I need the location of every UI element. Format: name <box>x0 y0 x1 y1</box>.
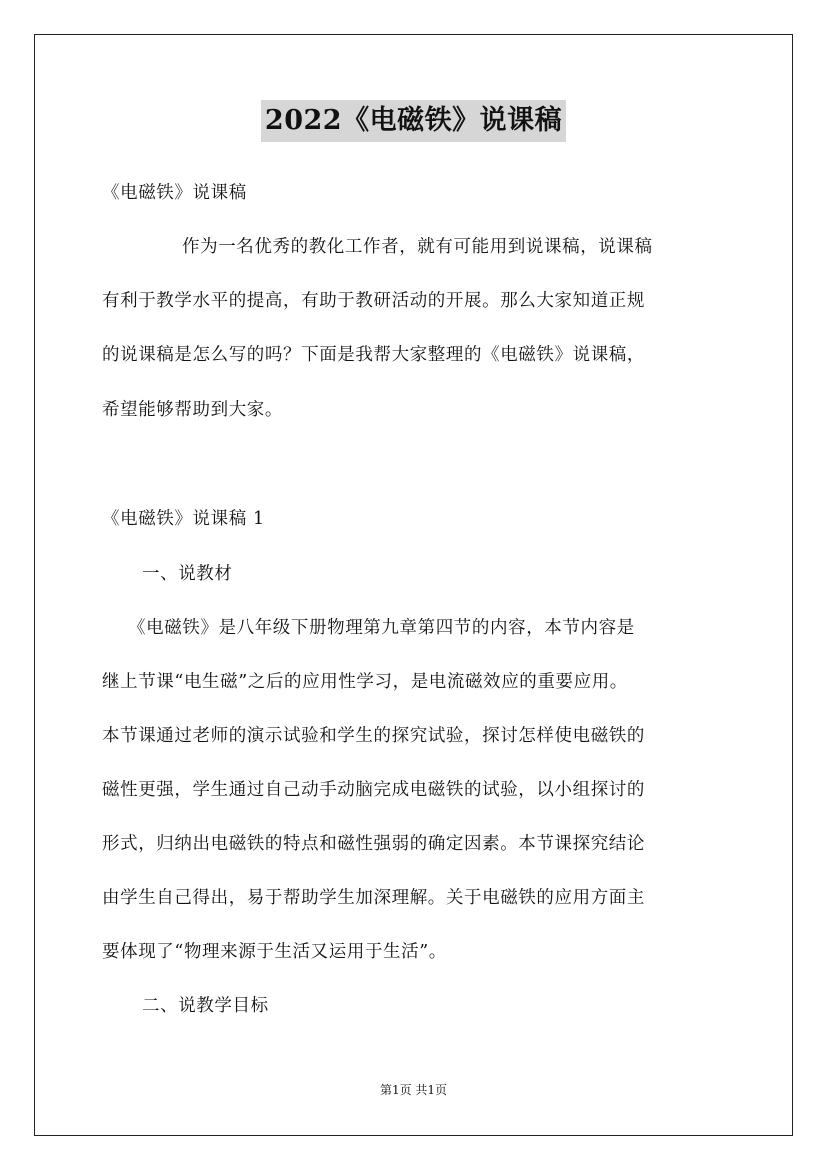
body-line-1: 《电磁铁》是八年级下册物理第九章第四节的内容，本节内容是 <box>128 618 635 638</box>
intro-line-4: 希望能够帮助到大家。 <box>102 400 283 420</box>
body-line-5: 形式，归纳出电磁铁的特点和磁性强弱的确定因素。本节课探究结论 <box>102 834 645 854</box>
page-footer: 第1页 共1页 <box>379 1083 448 1097</box>
section-title: 《电磁铁》说课稿 1 <box>102 509 265 529</box>
body-line-4: 磁性更强，学生通过自己动手动脑完成电磁铁的试验，以小组探讨的 <box>102 780 645 800</box>
subtitle: 《电磁铁》说课稿 <box>102 183 247 203</box>
body-line-7: 要体现了“物理来源于生活又运用于生活”。 <box>102 942 447 962</box>
heading-teaching-material: 一、说教材 <box>142 564 233 584</box>
intro-line-1: 作为一名优秀的教化工作者，就有可能用到说课稿，说课稿 <box>182 237 653 257</box>
document-title-text: 2022《电磁铁》说课稿 <box>261 100 566 142</box>
document-title <box>0 100 827 142</box>
body-line-2: 继上节课“电生磁”之后的应用性学习，是电流磁效应的重要应用。 <box>102 672 628 692</box>
heading-teaching-goals: 二、说教学目标 <box>142 996 269 1016</box>
body-line-6: 由学生自己得出，易于帮助学生加深理解。关于电磁铁的应用方面主 <box>102 888 645 908</box>
body-line-3: 本节课通过老师的演示试验和学生的探究试验，探讨怎样使电磁铁的 <box>102 726 645 746</box>
intro-line-3: 的说课稿是怎么写的吗？下面是我帮大家整理的《电磁铁》说课稿， <box>102 345 645 365</box>
intro-line-2: 有利于教学水平的提高，有助于教研活动的开展。那么大家知道正规 <box>102 291 645 311</box>
